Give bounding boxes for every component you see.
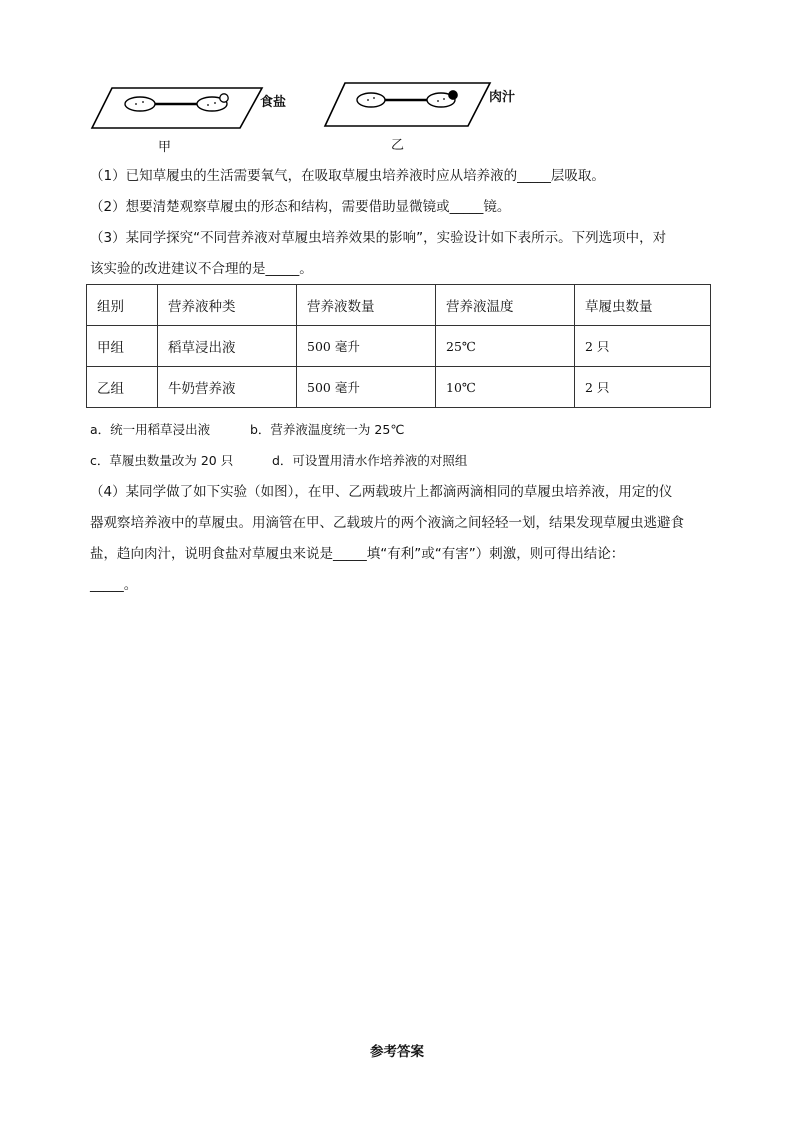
table-header: 草履虫数量: [575, 285, 711, 326]
question-4-line-4: _____。: [90, 577, 138, 593]
table-cell: 2 只: [575, 367, 711, 408]
slide-jia-diagram: [90, 78, 265, 138]
table-cell: 甲组: [87, 326, 158, 367]
question-3-line-2: 该实验的改进建议不合理的是_____。: [90, 261, 313, 277]
salt-label: 食盐: [260, 95, 287, 110]
slide-jia-caption: 甲: [158, 140, 172, 155]
table-cell: 稻草浸出液: [158, 326, 297, 367]
experiment-figure: [90, 78, 530, 156]
table-header: 营养液种类: [158, 285, 297, 326]
option-b: b．营养液温度统一为 25℃: [250, 422, 405, 437]
table-cell: 500 毫升: [297, 326, 436, 367]
option-c: c．草履虫数量改为 20 只: [90, 453, 234, 468]
question-2: （2）想要清楚观察草履虫的形态和结构，需要借助显微镜或_____镜。: [90, 199, 511, 215]
table-cell: 10℃: [436, 367, 575, 408]
table-header: 营养液数量: [297, 285, 436, 326]
option-a: a．统一用稻草浸出液: [90, 422, 211, 437]
question-4-line-3: 盐，趋向肉汁，说明食盐对草履虫来说是_____填“有利”或“有害”）刺激，则可得出结论：: [90, 546, 625, 562]
slide-yi-diagram: [323, 78, 493, 138]
table-cell: 500 毫升: [297, 367, 436, 408]
table-header: 营养液温度: [436, 285, 575, 326]
answer-key-heading: 参考答案: [370, 1044, 424, 1060]
question-4-line-2: 器观察培养液中的草履虫。用滴管在甲、乙载玻片的两个液滴之间轻轻一划，结果发现草履虫逃避食: [90, 515, 684, 531]
slide-yi-caption: 乙: [391, 138, 405, 153]
table-cell: 乙组: [87, 367, 158, 408]
table-cell: 25℃: [436, 326, 575, 367]
table-header-row: [87, 285, 711, 326]
option-d: d．可设置用清水作培养液的对照组: [272, 453, 468, 468]
table-cell: 2 只: [575, 326, 711, 367]
question-3-line-1: （3）某同学探究“不同营养液对草履虫培养效果的影响”，实验设计如下表所示。下列选项中，对: [90, 230, 667, 246]
broth-label: 肉汁: [489, 90, 516, 105]
table-row: [87, 367, 711, 408]
question-4-line-1: （4）某同学做了如下实验（如图），在甲、乙两载玻片上都滴两滴相同的草履虫培养液，用定的仪: [90, 484, 673, 500]
table-header: 组别: [87, 285, 158, 326]
question-1: （1）已知草履虫的生活需要氧气，在吸取草履虫培养液时应从培养液的_____层吸取。: [90, 168, 605, 184]
experiment-table: [86, 284, 711, 408]
table-cell: 牛奶营养液: [158, 367, 297, 408]
table-row: [87, 326, 711, 367]
